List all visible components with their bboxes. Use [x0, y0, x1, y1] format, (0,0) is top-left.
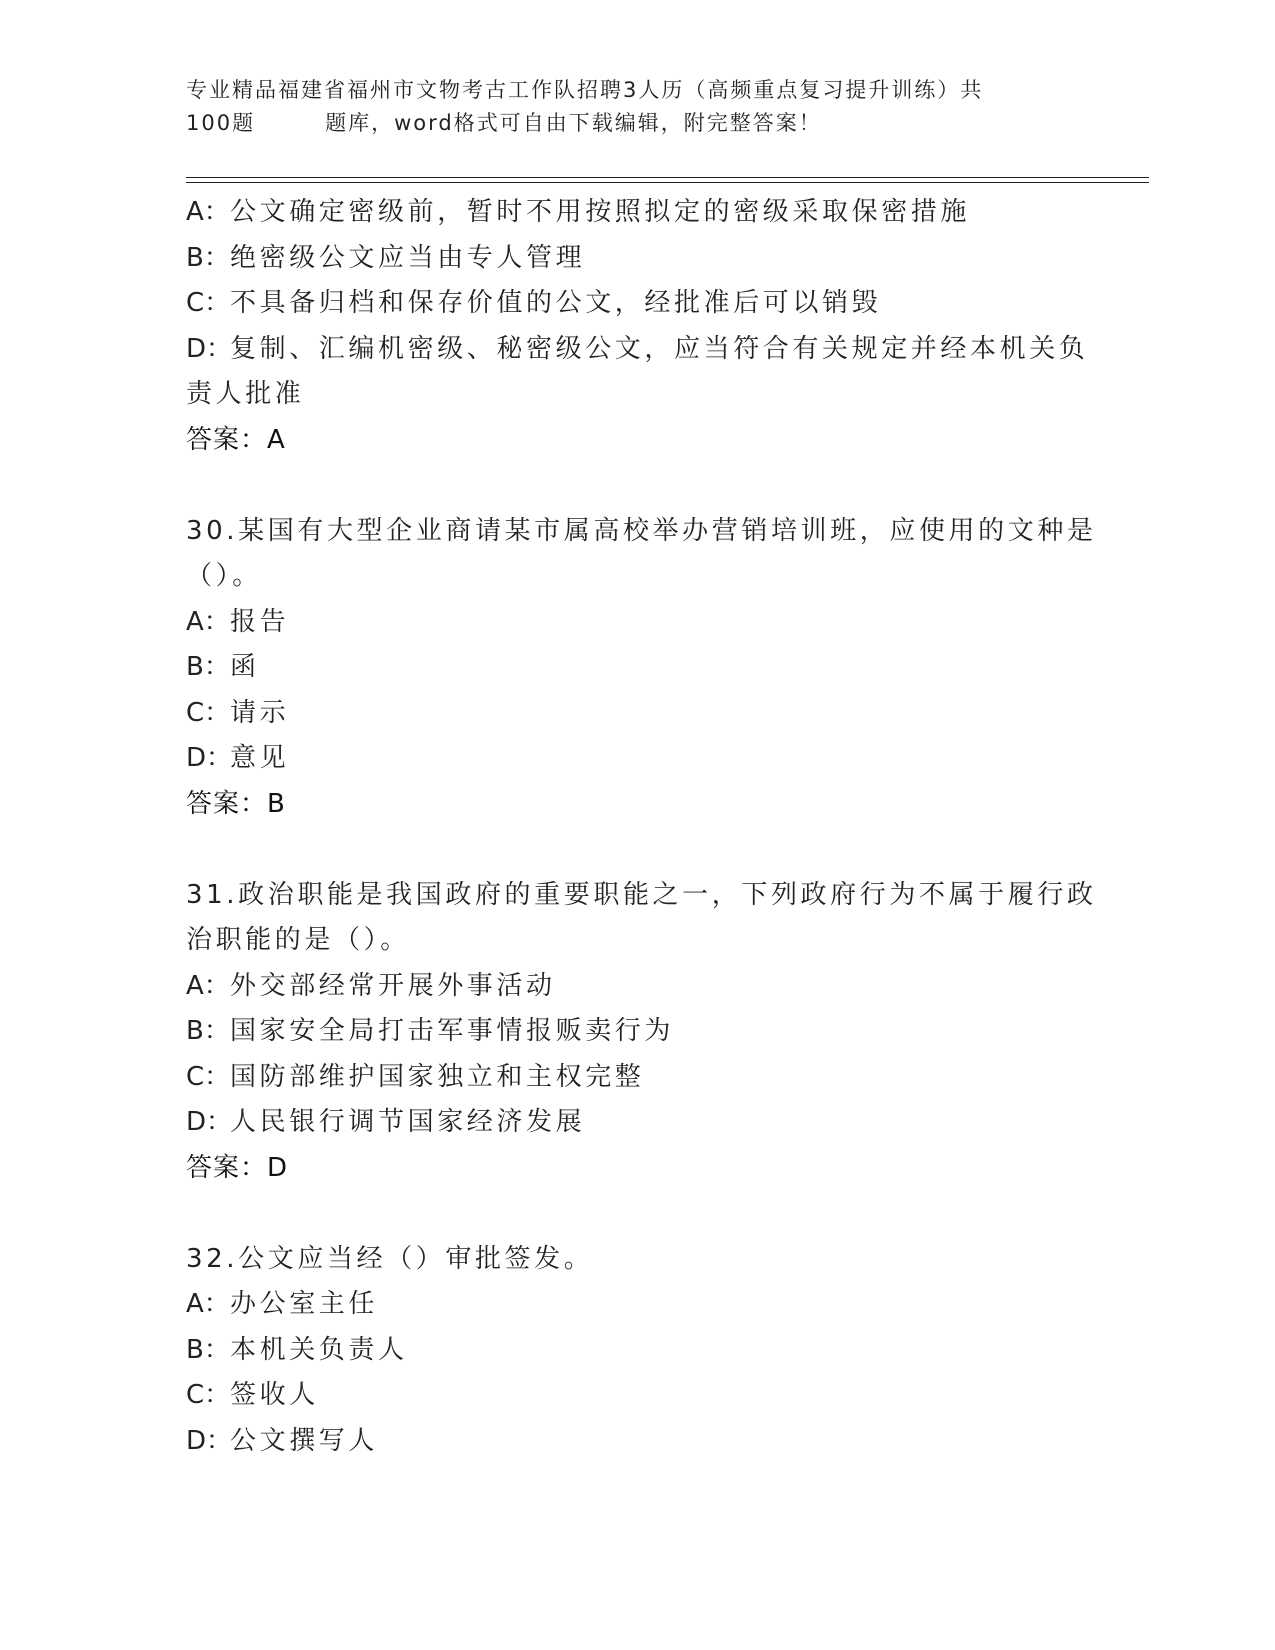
option-text: 意见 — [230, 743, 290, 773]
option-key: D： — [186, 1425, 233, 1456]
option-d — [186, 1419, 1086, 1465]
option-b — [186, 236, 1086, 282]
option-key: A： — [186, 197, 230, 227]
option-b — [186, 1009, 1086, 1055]
option-c — [186, 1373, 1086, 1419]
option-text: 公文确定密级前，暂时不用按照拟定的密级采取保密措施 — [230, 197, 971, 227]
header-divider-top — [186, 177, 1149, 178]
question-content — [186, 190, 1097, 1464]
option-text: 请示 — [230, 697, 290, 728]
option-key: A： — [186, 606, 230, 637]
option-key: B： — [186, 652, 230, 682]
option-key: B： — [186, 242, 230, 273]
header-divider-bottom — [186, 182, 1149, 183]
question-stem-continuation: （）。 — [186, 561, 262, 591]
option-text: 不具备归档和保存价值的公文，经批准后可以销毁 — [230, 288, 882, 318]
answer-line: 答案：A — [186, 424, 286, 455]
option-key: D： — [186, 743, 233, 773]
option-key: A： — [186, 1289, 230, 1319]
option-key: C： — [186, 1061, 231, 1092]
answer-line: 答案：B — [186, 788, 286, 819]
question-stem: 32.公文应当经（）审批签发。 — [186, 1243, 594, 1274]
option-c — [186, 1055, 1086, 1101]
option-c — [186, 691, 1086, 737]
option-key: D： — [186, 333, 233, 364]
question-block-31 — [186, 873, 1097, 1192]
option-d — [186, 736, 1086, 782]
option-text: 国防部维护国家独立和主权完整 — [230, 1061, 645, 1092]
option-d — [186, 1100, 1086, 1146]
option-text: 国家安全局打击军事情报贩卖行为 — [230, 1016, 675, 1046]
option-a — [186, 600, 1086, 646]
header-question-count: 100题 — [186, 111, 256, 135]
header-title-line1: 专业精品福建省福州市文物考古工作队招聘3人历（高频重点复习提升训练）共 — [186, 78, 984, 102]
option-a — [186, 964, 1086, 1010]
question-stem: 30.某国有大型企业商请某市属高校举办营销培训班，应使用的文种是 — [186, 515, 1097, 546]
option-d-continuation: 责人批准 — [186, 379, 305, 409]
option-key: B： — [186, 1016, 230, 1046]
option-text: 办公室主任 — [230, 1289, 379, 1319]
option-key: C： — [186, 1380, 231, 1410]
option-key: D： — [186, 1107, 233, 1137]
document-header — [186, 74, 1086, 140]
option-text: 本机关负责人 — [230, 1334, 408, 1365]
option-a — [186, 1282, 1086, 1328]
option-key: C： — [186, 697, 231, 728]
option-key: B： — [186, 1334, 230, 1365]
question-stem-continuation: 治职能的是（）。 — [186, 925, 410, 955]
option-text: 函 — [230, 652, 260, 682]
option-text: 绝密级公文应当由专人管理 — [230, 242, 586, 273]
option-c — [186, 281, 1086, 327]
option-a — [186, 190, 1086, 236]
option-d — [186, 327, 1089, 373]
question-block-32 — [186, 1237, 1086, 1465]
option-key: A： — [186, 970, 230, 1001]
header-description: 题库，word格式可自由下载编辑，附完整答案！ — [325, 111, 822, 135]
option-text: 签收人 — [230, 1380, 319, 1410]
question-stem: 31.政治职能是我国政府的重要职能之一，下列政府行为不属于履行政 — [186, 879, 1097, 910]
option-text: 外交部经常开展外事活动 — [230, 970, 556, 1001]
answer-line: 答案：D — [186, 1152, 289, 1183]
question-block-30 — [186, 509, 1097, 828]
option-key: C： — [186, 288, 231, 318]
option-b — [186, 1328, 1086, 1374]
option-text: 复制、汇编机密级、秘密级公文，应当符合有关规定并经本机关负 — [230, 333, 1089, 364]
question-block-prev — [186, 190, 1089, 463]
header-title-line2 — [186, 107, 1086, 140]
option-text: 公文撰写人 — [230, 1425, 379, 1456]
option-b — [186, 645, 1086, 691]
option-text: 人民银行调节国家经济发展 — [230, 1107, 586, 1137]
option-text: 报告 — [230, 606, 290, 637]
